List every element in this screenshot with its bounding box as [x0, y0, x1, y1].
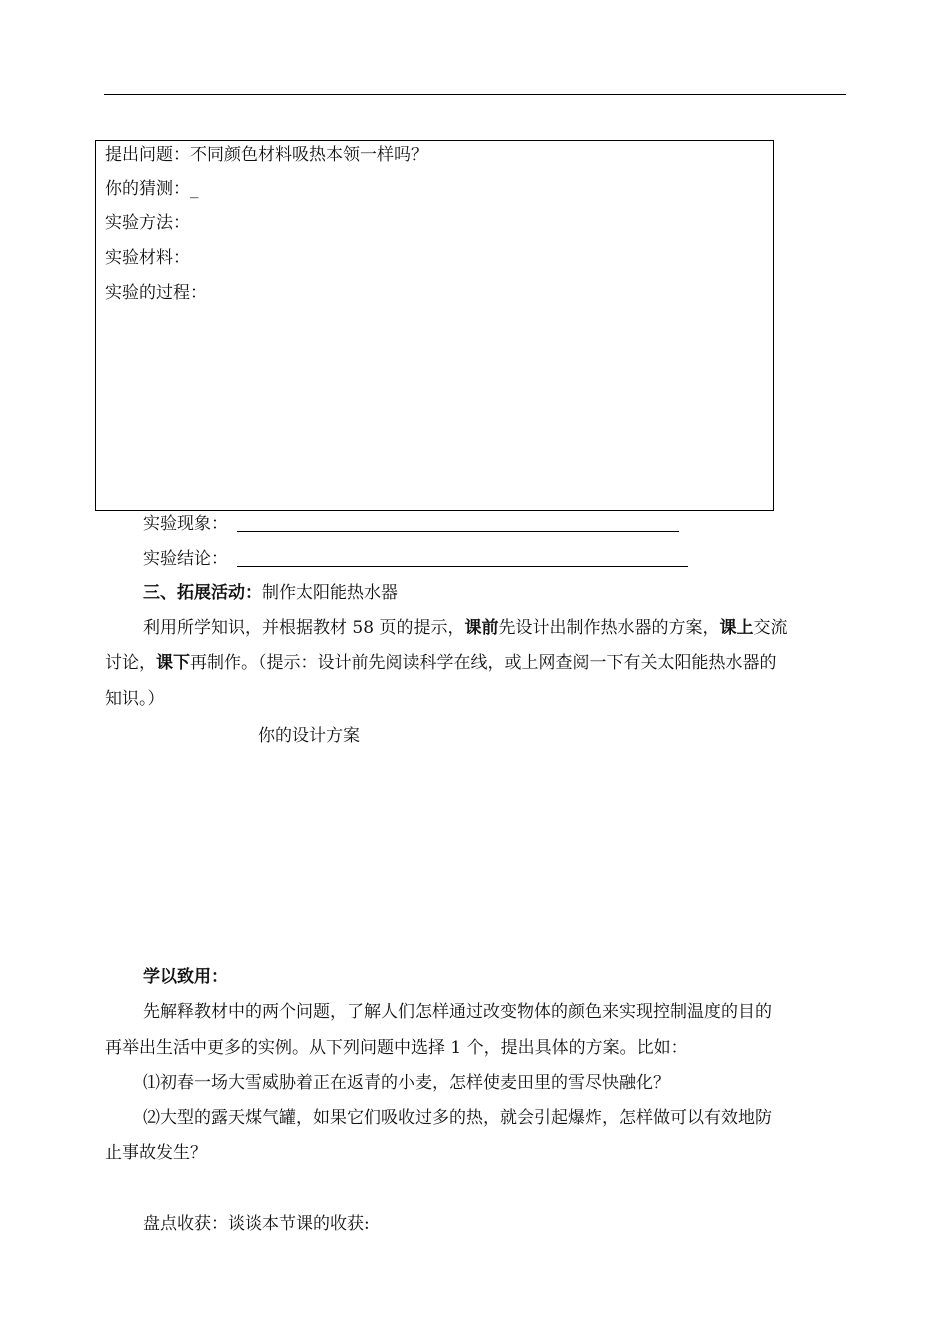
section3-para-line2: 讨论，课下再制作。（提示：设计前先阅读科学在线，或上网查阅一下有关太阳能热水器的 — [105, 653, 777, 673]
emph-in-class: 课上 — [719, 618, 754, 638]
question-line — [105, 144, 428, 166]
conclusion-label: 实验结论： — [143, 549, 228, 569]
apply-item1: ⑴初春一场大雪威胁着正在返青的小麦，怎样使麦田里的雪尽快融化？ — [143, 1073, 670, 1093]
question-text: 不同颜色材料吸热本领一样吗？ — [190, 145, 428, 165]
emph-after-class: 课下 — [156, 653, 190, 673]
apply-line1: 先解释教材中的两个问题，了解人们怎样通过改变物体的颜色来实现控制温度的目的 — [143, 1002, 772, 1022]
phenomenon-label: 实验现象： — [143, 514, 228, 534]
section3-para-line3: 知识。） — [105, 689, 165, 709]
summary-line — [143, 1213, 370, 1235]
summary-text: 谈谈本节课的收获: — [228, 1214, 370, 1234]
section3-heading-line — [143, 582, 398, 604]
header-rule — [104, 94, 846, 95]
emph-before-class: 课前 — [464, 618, 499, 638]
guess-line — [105, 178, 199, 200]
section3-title: 制作太阳能热水器 — [262, 583, 398, 603]
process-label: 实验的过程： — [105, 283, 207, 303]
question-label: 提出问题： — [105, 145, 190, 165]
conclusion-blank — [237, 566, 688, 567]
guess-blank: _ — [190, 179, 199, 199]
materials-label: 实验材料： — [105, 248, 190, 268]
apply-item2-line1: ⑵大型的露天煤气罐，如果它们吸收过多的热，就会引起爆炸，怎样做可以有效地防 — [143, 1108, 772, 1128]
apply-item2-line2: 止事故发生？ — [105, 1143, 207, 1163]
guess-label: 你的猜测： — [105, 179, 190, 199]
section3-heading: 三、拓展活动： — [143, 583, 262, 603]
apply-heading: 学以致用： — [143, 967, 228, 987]
method-label: 实验方法： — [105, 213, 190, 233]
apply-line2: 再举出生活中更多的实例。从下列问题中选择 1 个，提出具体的方案。比如： — [105, 1038, 688, 1058]
section3-para-line1: 利用所学知识，并根据教材 58 页的提示，课前先设计出制作热水器的方案，课上交流 — [143, 618, 788, 638]
design-plan-label: 你的设计方案 — [258, 726, 360, 746]
summary-label: 盘点收获： — [143, 1214, 228, 1234]
phenomenon-blank — [237, 531, 679, 532]
